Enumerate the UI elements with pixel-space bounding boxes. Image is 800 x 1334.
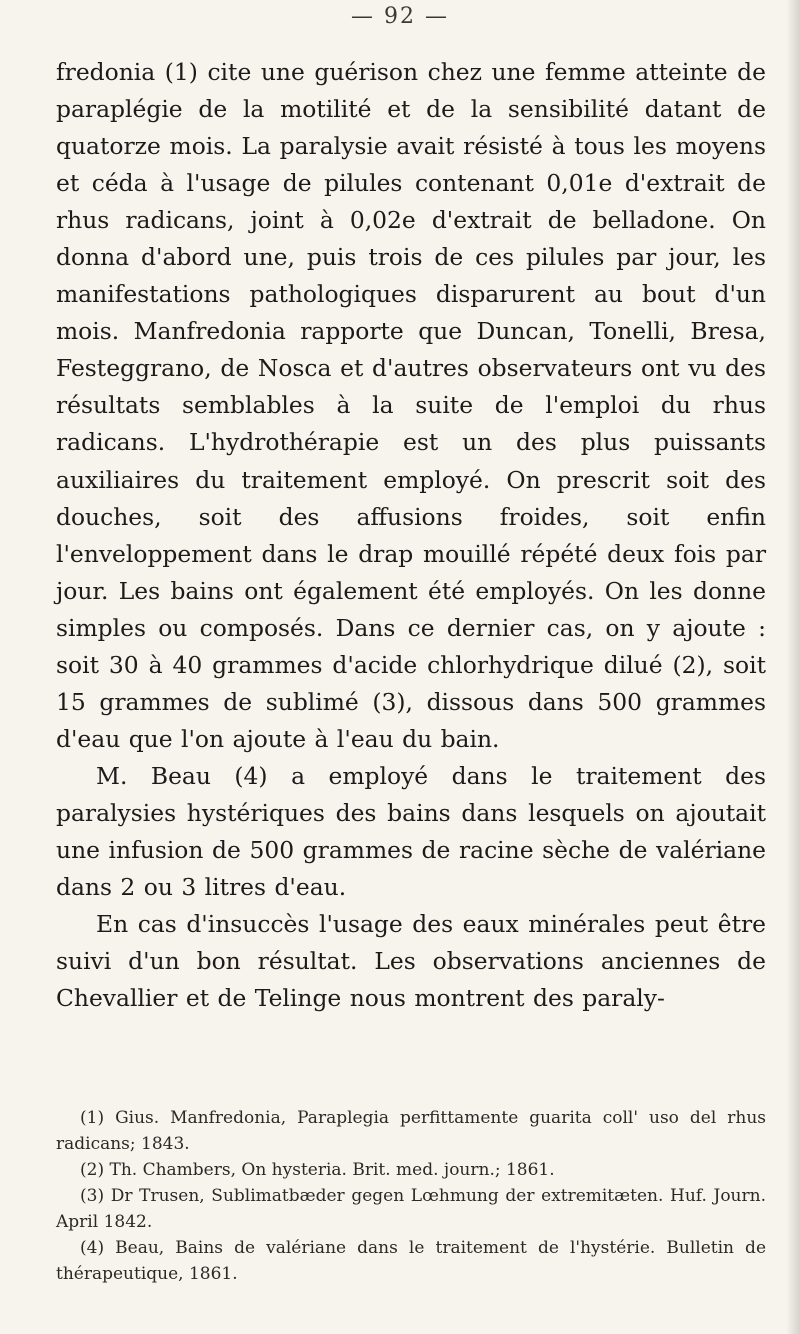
footnote-1: (1) Gius. Manfredonia, Paraplegia perfittamente guarita coll' uso del rhus radicans; 1843.	[56, 1108, 766, 1154]
paragraph-eaux-minerales: En cas d'insuccès l'usage des eaux minérales peut être suivi d'un bon résultat. Les observations anciennes de Chevallier et de Telinge nous montrent des paraly-	[56, 910, 766, 1013]
page-number: — 92 —	[351, 4, 449, 29]
paragraph-continuation: fredonia (1) cite une guérison chez une femme atteinte de paraplégie de la motilité et de la sensibilité datant de quatorze mois. La paralysie avait résisté à tous les moyens et céda à l'usage de pilules contenant 0,01e d'extrait de rhus radicans, joint à 0,02e d'extrait de belladone. On donna d'abord une, puis trois de ces pilules par jour, les manifestations pathologiques disparurent au bout d'un mois. Manfredonia rapporte que Duncan, Tonelli, Bresa, Festeggrano, de Nosca et d'autres observateurs ont vu des résultats semblables à la suite de l'emploi du rhus radicans. L'hydrothérapie est un des plus puissants auxiliaires du traitement employé. On prescrit soit des douches, soit des affusions froides, soit enfin l'enveloppement dans le drap mouillé répété deux fois par jour. Les bains ont également été employés. On les donne simples ou composés. Dans ce dernier cas, on y ajoute : soit 30 à 40 grammes d'acide chlorhydrique dilué (2), soit 15 grammes de sublimé (3), dissous dans 500 grammes d'eau que l'on ajoute à l'eau du bain.	[56, 58, 766, 753]
footnote-4: (4) Beau, Bains de valériane dans le traitement de l'hystérie. Bulletin de thérapeutique, 1861.	[56, 1238, 766, 1284]
paragraph-beau: M. Beau (4) a employé dans le traitement des paralysies hystériques des bains dans lesquels on ajoutait une infusion de 500 grammes de racine sèche de valériane dans 2 ou 3 litres d'eau.	[56, 761, 766, 902]
footnote-2: (2) Th. Chambers, On hysteria. Brit. med. journ.; 1861.	[80, 1160, 555, 1180]
footnotes	[56, 1105, 766, 1287]
main-text	[56, 54, 766, 1017]
page-edge-shadow	[786, 0, 800, 1334]
footnote-3: (3) Dr Trusen, Sublimatbæder gegen Lœhmung der extremitæten. Huf. Journ. April 1842.	[56, 1186, 766, 1232]
